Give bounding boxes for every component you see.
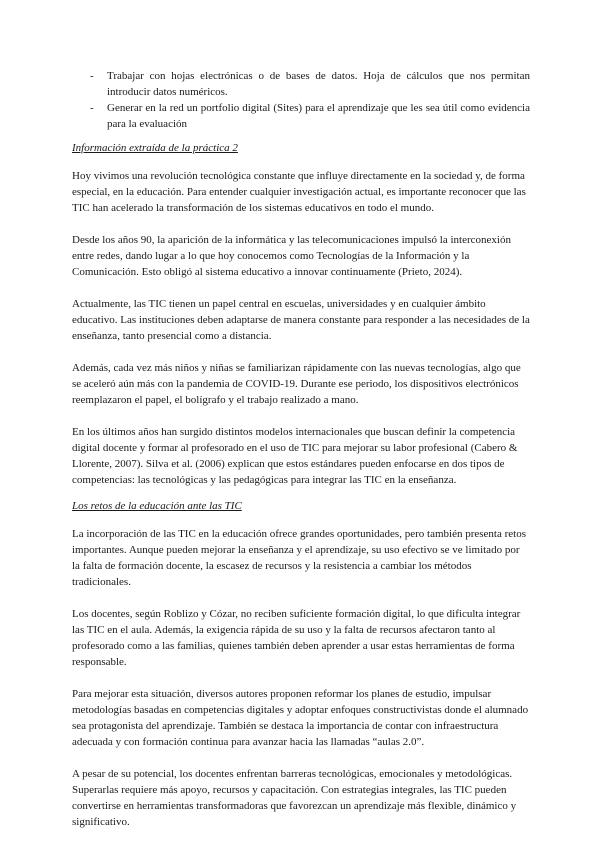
section-retos-tic <box>72 498 530 830</box>
list-item <box>72 100 530 132</box>
bullet-marker: - <box>90 70 94 82</box>
paragraph: Los docentes, según Roblizo y Cózar, no reciben suficiente formación digital, lo que dificulta integrar las TIC en el aula. Además, la exigencia rápida de su uso y la falta de recursos afectaron tanto al profesorado como a las familias, quienes también deben aprender a usar estas herramientas de forma responsable. <box>72 608 521 668</box>
paragraph: Para mejorar esta situación, diversos autores proponen reformar los planes de estudio, impulsar metodologías basadas en competencias digitales y adoptar enfoques constructivistas donde el alumnado sea protagonista del aprendizaje. También se destaca la importancia de contar con infraestructura adecuada y con formación continua para avanzar hacia las llamadas “aulas 2.0”. <box>72 688 529 748</box>
bullet-marker: - <box>90 102 94 114</box>
paragraph: A pesar de su potencial, los docentes enfrentan barreras tecnológicas, emocionales y metodológicas. Superarlas requiere más apoyo, recursos y capacitación. Con estrategias integrales, las TIC pueden convertirse en herramientas transformadoras que favorezcan un aprendizaje más flexible, dinámico y significativo. <box>72 768 517 828</box>
bullet-list <box>72 68 530 132</box>
paragraph: Desde los años 90, la aparición de la informática y las telecomunicaciones impulsó la interconexión entre redes, dando lugar a lo que hoy conocemos como Tecnologías de la Información y la Comunicación. Esto obligó al sistema educativo a innovar continuamente (Prieto, 2024). <box>72 234 511 278</box>
bullet-text: Generar en la red un portfolio digital (Sites) para el aprendizaje que les sea útil como evidencia para la evaluación <box>107 102 530 130</box>
section-practica-2 <box>72 140 530 488</box>
paragraph: Además, cada vez más niños y niñas se familiarizan rápidamente con las nuevas tecnologías, algo que se aceleró aún más con la pandemia de COVID-19. Durante ese periodo, los dispositivos electrónicos reemplazaron el papel, el bolígrafo y el trabajo realizado a mano. <box>72 362 521 406</box>
paragraph: La incorporación de las TIC en la educación ofrece grandes oportunidades, pero también presenta retos importantes. Aunque pueden mejorar la enseñanza y el aprendizaje, su uso efectivo se ve limitado por la falta de formación docente, la escasez de recursos y la resistencia a cambiar los métodos tradicionales. <box>72 528 526 588</box>
section-heading: Información extraída de la práctica 2 <box>72 142 238 154</box>
paragraph: Actualmente, las TIC tienen un papel central en escuelas, universidades y en cualquier ámbito educativo. Las instituciones deben adaptarse de manera constante para responder a las necesidades de la enseñanza, tanto presencial como a distancia. <box>72 298 530 342</box>
paragraph: En los últimos años han surgido distintos modelos internacionales que buscan definir la competencia digital docente y formar al profesorado en el uso de TIC para mejorar su labor profesional (Cabero & Llorente, 2007). Silva et al. (2006) explican que estos estándares pueden enfocarse en dos tipos de competencias: las tecnológicas y las pedagógicas para integrar las TIC en la enseñanza. <box>72 426 518 486</box>
list-item <box>72 68 530 100</box>
document-page <box>72 68 530 830</box>
bullet-text: Trabajar con hojas electrónicas o de bases de datos. Hoja de cálculos que nos permitan introducir datos numéricos. <box>107 70 530 98</box>
section-heading: Los retos de la educación ante las TIC <box>72 500 242 512</box>
paragraph: Hoy vivimos una revolución tecnológica constante que influye directamente en la sociedad y, de forma especial, en la educación. Para entender cualquier investigación actual, es importante reconocer que las TIC han acelerado la transformación de los sistemas educativos en todo el mundo. <box>72 170 526 214</box>
